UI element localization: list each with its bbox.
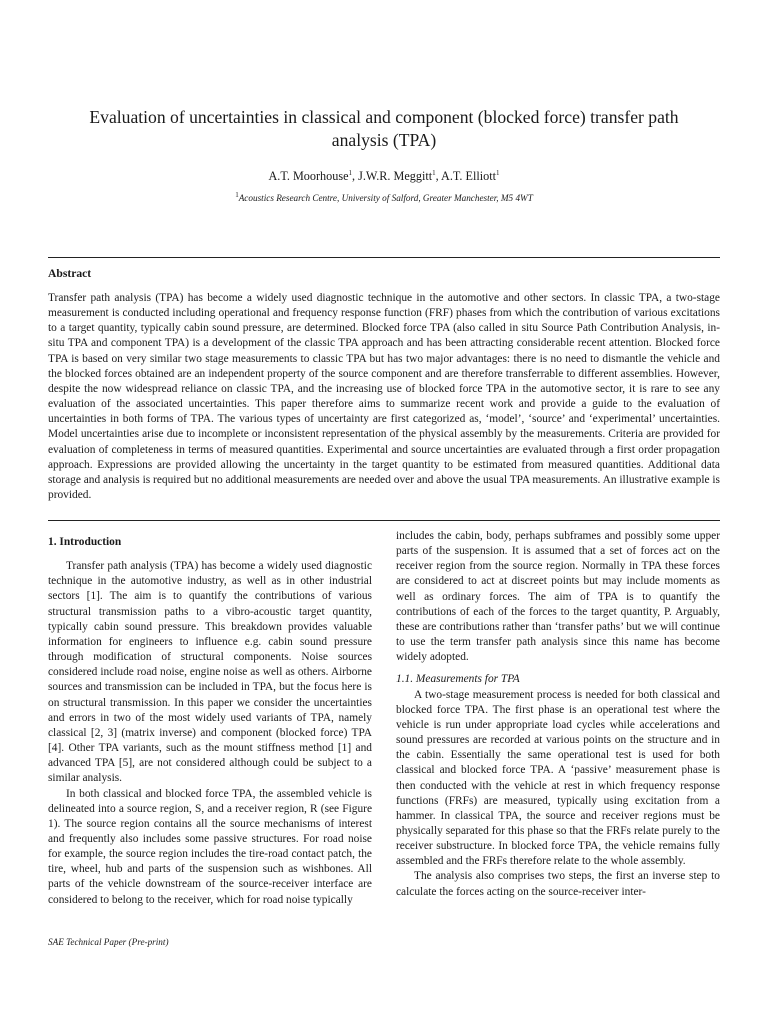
author-list — [0, 169, 768, 184]
author-affiliation-mark: 1 — [496, 169, 500, 177]
author-name: J.W.R. Meggitt — [358, 169, 433, 184]
author-affiliation-mark: 1 — [348, 169, 352, 177]
abstract-bottom-rule — [48, 520, 720, 521]
affiliation-text: Acoustics Research Centre, University of Salford, Greater Manchester, M5 4WT — [238, 193, 533, 204]
abstract-top-rule — [48, 257, 720, 258]
subsection-heading: 1.1. Measurements for TPA — [396, 673, 520, 686]
body-paragraph: Transfer path analysis (TPA) has become a widely used diagnostic technique in the automotive industry, as well as in other industrial sectors [1]. The aim is to quantify the contributions of various structural transmission paths to a vibro-acoustic target quantity, typically cabin sound pressure. This breakdown provides valuable information for engineers to influence e.g. cabin sound pressure through modification of structural components. Noise sources considered include road noise, engine noise as well as others. Airborne sources and transmission can be included in TPA, but the focus here is on structural transmission. In this paper we consider the uncertainties and errors in two of the most widely used variants of TPA, namely classical [2, 3] (matrix inverse) and component (blocked force) TPA [4]. Other TPA variants, such as the mount stiffness method [1] and advanced TPA [5], are not considered although could be subject to a similar analysis. — [48, 560, 372, 785]
author-separator: , — [435, 169, 442, 184]
author-separator: , — [351, 169, 359, 184]
abstract-heading: Abstract — [48, 267, 92, 280]
right-column — [396, 529, 720, 900]
abstract-text: Transfer path analysis (TPA) has become a widely used diagnostic technique in the automotive and other sectors. In classic TPA, a two-stage measurement is conducted including operational and frequency response function (FRF) phases from which the contribution of various excitations to a target quantity, typically cabin sound pressure, are determined. Blocked force TPA (also called in situ Source Path Contribution Analysis, in-situ TPA and component TPA) is a development of the classic TPA approach and has been attracting considerable recent attention. Blocked force TPA is based on very similar two stage measurements to classic TPA but has two major advantages: there is no need to dismantle the vehicle and the blocked forces obtained are an independent property of the source component and are therefore transferrable to different assemblies. However, despite the now widespread reliance on classic TPA, and the increasing use of blocked force TPA in the automotive sector, it is rare to see any evaluation of the associated uncertainties. This paper therefore aims to summarize recent work and provide a guide to the evaluation of uncertainties in both forms of TPA. The various types of uncertainty are first categorized as, ‘model’, ‘source’ and ‘experimental’ uncertainties. Model uncertainties arise due to incomplete or inconsistent representation of the physical assembly by the measurements. Criteria are provided for evaluation of completeness in terms of measured quantities. Experimental and source uncertainties are evaluated through a first order propagation approach. Expressions are provided allowing the uncertainty in the target quantity to be estimated from measured quantities. Additional data storage and analysis is required but no additional measurements are needed over and above the usual TPA measurements. An illustrative example is provided. — [48, 292, 720, 502]
affiliation — [0, 191, 768, 203]
body-paragraph: The analysis also comprises two steps, the first an inverse step to calculate the forces acting on the source-receiver inter- — [396, 870, 720, 898]
body-paragraph: In both classical and blocked force TPA, the assembled vehicle is delineated into a source region, S, and a receiver region, R (see Figure 1). The source region contains all the source mechanisms of interest and frequently also includes some passive structures. For road noise for example, the source region includes the tire-road contact patch, the tire, wheel, hub and parts of the suspension such as wishbones. All parts of the vehicle downstream of the source-receiver interface are considered to belong to the receiver, which for road noise typically — [48, 787, 372, 906]
author-name: A.T. Moorhouse — [268, 169, 349, 184]
section-heading: 1. Introduction — [48, 536, 122, 548]
affiliation-mark: 1 — [235, 191, 239, 199]
author-affiliation-mark: 1 — [432, 169, 436, 177]
author-name: A.T. Elliott — [441, 169, 496, 184]
body-paragraph: includes the cabin, body, perhaps subframes and possibly some upper parts of the suspension. It is assumed that a set of forces act on the receiver region from the source region. Normally in TPA these forces are considered to act at discreet points but may include moments as well as ordinary forces. The aim of TPA is to quantify the contributions of each of the forces to the target quantity, P. Arguably, these are contributions rather than ‘transfer paths’ but we will continue to use the term transfer path analysis since this name has become widely adopted. — [396, 530, 720, 664]
page-footer: SAE Technical Paper (Pre-print) — [48, 937, 169, 947]
paper-title: Evaluation of uncertainties in classical and component (blocked force) transfer path analysis (TPA) — [89, 107, 679, 150]
body-paragraph: A two-stage measurement process is needed for both classical and blocked force TPA. The first phase is an operational test where the vehicle is run under appropriate load cycles while accelerations and sound pressures are recorded at various points on the structure and in the cabin. Essentially the same operational test is used for both classical and blocked force TPA. A ‘passive’ measurement phase is then conducted with the vehicle at rest in which frequency response functions (FRFs) are measured, typically using excitation from a hammer. In classical TPA, the source and receiver regions must be physically separated for this phase so that the FRFs relate purely to the receiver substructure. In blocked force TPA, the vehicle remains fully assembled and the FRFs therefore relate to the whole assembly. — [396, 688, 720, 868]
left-column — [48, 535, 372, 908]
